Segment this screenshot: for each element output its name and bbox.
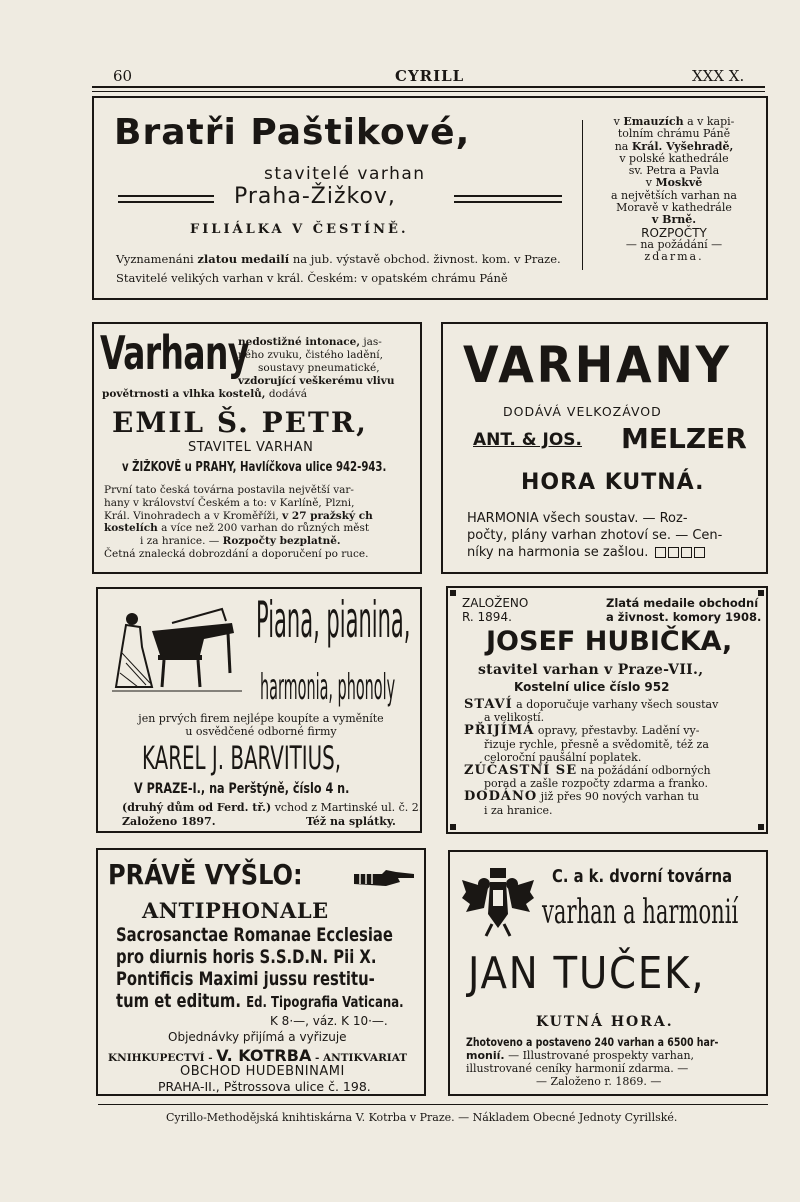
ad5-medal1: Zlatá medaile obchodní — [606, 596, 759, 610]
ad2-t5-bold: Rozpočty bezplatně. — [222, 535, 341, 548]
ad5-addr: Kostelní ulice číslo 952 — [514, 680, 670, 694]
ad7-text — [466, 1036, 774, 1088]
page-number: 60 — [113, 67, 133, 85]
ad1-divider — [582, 120, 583, 270]
ad1-side-15: zdarma. — [644, 250, 704, 264]
ad7-t2b: — Illustrované prospekty varhan, — [508, 1049, 695, 1062]
ad5-s2d: celoroční paušální poplatek. — [484, 750, 642, 764]
ad4-t3 — [122, 801, 422, 814]
ad7-t2: monií. — [466, 1049, 505, 1062]
ad3-t3: níky na harmonia se zašlou. — [467, 545, 649, 560]
ad1-side-5: Král. Vyšehradě, — [631, 139, 734, 153]
ad1-role: stavitelé varhan — [264, 164, 426, 184]
ad1-side-14: na požádání — [640, 237, 708, 251]
ad5-s4a: DODÁNO — [464, 789, 538, 805]
ad6-o1: Objednávky přijímá a vyřizuje — [168, 1030, 347, 1044]
square-ornament-icon — [694, 547, 705, 558]
ad4-t3a: (druhý dům od Ferd. tř.) — [122, 801, 272, 814]
ad1-name: Bratři Paštikové, — [114, 112, 471, 153]
ad2-t5: i za hranice. — — [140, 535, 220, 548]
ad1-rule-right2 — [454, 201, 562, 203]
ad3-firm1: ANT. & JOS. — [473, 430, 582, 450]
ad4-t1: jen prvých firem nejlépe koupíte a vyměníte — [138, 712, 384, 725]
ad4-t4b: Též na splátky. — [306, 815, 396, 828]
ad2-r1-bold: nedostižné intonace, — [238, 336, 360, 348]
ad6-shop: KNIHKUPECTVÍ - V. KOTRBA - ANTIKVARIAT — [108, 1046, 408, 1065]
ad4-addr: V PRAZE-I., na Perštýně, číslo 4 n. — [134, 781, 350, 797]
ad6-l2: pro diurnis horis S.S.D.N. Pii X. — [116, 946, 377, 968]
ad1-side-1: Emauzích — [623, 115, 684, 128]
ad2-r2: ného zvuku, čistého ladění, — [238, 349, 383, 361]
ad5-s2c: řizuje rychle, přesně a svědomitě, též za — [484, 737, 709, 751]
ad3-title: VARHANY — [463, 336, 732, 394]
ad-emil-petr — [92, 322, 422, 574]
ad3-firm2: MELZER — [621, 422, 747, 455]
ad1-line2: Stavitelé velikých varhan v král. Českém: v opatském chrámu Páně — [116, 271, 508, 285]
ad4-t4a: Založeno 1897. — [122, 815, 216, 828]
ad5-est2: R. 1894. — [462, 610, 512, 624]
ad6-shop2: V. KOTRBA — [216, 1046, 312, 1065]
ad6-l4: tum et editum. — [116, 990, 241, 1012]
piano-player-illustration-icon — [112, 603, 242, 695]
ad5-s3a: ZÚČASTNÍ SE — [464, 763, 578, 779]
ad2-r1 — [238, 336, 382, 349]
ad5-s1a: STAVÍ — [464, 697, 513, 712]
ad1-side-8: v — [645, 176, 652, 190]
ad2-title: STAVITEL VARHAN — [188, 440, 314, 455]
ad1-rule-right — [454, 195, 562, 197]
ad2-r1-post: jas- — [363, 336, 382, 348]
ad1-branch: FILIÁLKA V ČESTÍNĚ. — [190, 222, 409, 237]
ad6-shop3: ANTIKVARIAT — [323, 1052, 408, 1064]
ad2-t2: hany v království Českém a to: v Karlíně, Plzni, — [104, 496, 355, 509]
ad4-title1: Piana, pianina, — [256, 591, 411, 649]
volume-number: XXX X. — [692, 67, 745, 85]
ad7-t3: illustrované ceníky harmonií zdarma. — — [466, 1062, 689, 1075]
ad2-text — [104, 484, 414, 561]
ad1-line1-bold: zlatou medailí — [197, 252, 290, 266]
header-rule-thin — [92, 91, 765, 92]
ad1-side: v Emauzích a v kapi- tolním chrámu Páně na Král. Vyšehradě, v polské kathedrále sv. Petra a Pavla v Moskvě a největších varhan na Moravě v kathedrále v Brně. ROZPOČTY — na požádání — zdarma. — [590, 116, 758, 264]
ad2-t6: Četná znalecká dobrozdání a doporučení po ruce. — [104, 547, 369, 560]
ad2-addr: v ŽIŽKOVĚ u PRAHY, Havlíčkova ulice 942-943. — [122, 460, 387, 475]
ad5-est1: ZALOŽENO — [462, 596, 529, 610]
ad3-sub: DODÁVÁ VELKOZÁVOD — [503, 404, 662, 419]
ad7-name: JAN TUČEK, — [468, 948, 706, 999]
ad5-s3b: na požádání odborných — [580, 764, 711, 778]
ad-melzer — [441, 322, 768, 574]
footer-imprint: Cyrillo-Methodějská knihtiskárna V. Kotrba v Praze. — Nákladem Obecné Jednoty Cyrillské. — [166, 1111, 678, 1124]
ad1-line1-pre: Vyznamenáni — [116, 252, 194, 266]
ad-tucek — [448, 850, 768, 1096]
ad7-title: varhan a harmonií — [542, 892, 739, 932]
ad1-line1-post: na jub. výstavě obchod. živnost. kom. v Praze. — [292, 252, 561, 266]
ad1-side-12: v Brně. — [651, 213, 697, 227]
ad2-t4-bold: kostelích — [104, 522, 158, 535]
journal-title: CYRILL — [395, 67, 465, 85]
ad1-side-6: v polské kathedrále — [619, 151, 729, 165]
ad3-t1: HARMONIA všech soustav. — Roz- — [467, 511, 688, 526]
ad-pastikove — [92, 96, 768, 300]
ad4-name: KAREL J. BARVITIUS, — [142, 739, 342, 777]
ad1-side-11: Moravě v kathedrále — [616, 201, 732, 215]
ad2-big: Varhany — [100, 326, 249, 380]
ad5-medal — [606, 596, 761, 624]
ad5-est — [462, 596, 528, 624]
footer-rule — [98, 1104, 768, 1105]
ad2-t4: a více než 200 varhan do různých měst — [161, 522, 370, 535]
ad6-price: K 8·—, váz. K 10·—. — [270, 1014, 388, 1028]
ad6-head: PRÁVĚ VYŠLO: — [108, 858, 303, 891]
ad2-t1: První tato česká továrna postavila největší var- — [104, 484, 354, 496]
ad1-side-3: tolním chrámu Páně — [617, 127, 731, 141]
corner-dot-icon — [758, 824, 764, 830]
ad2-t3: Král. Vinohradech a v Kroměříži, — [104, 509, 279, 522]
ad1-city: Praha-Žižkov, — [234, 184, 396, 209]
ad4-t2: u osvědčené odborné firmy — [185, 724, 337, 738]
ad1-side-4: na — [614, 139, 629, 153]
ad5-name: JOSEF HUBIČKA, — [486, 626, 733, 657]
corner-dot-icon — [450, 824, 456, 830]
ad5-s2a: PŘIJÍMÁ — [464, 723, 535, 739]
ad2-r4: vzdorující veškerému vlivu — [238, 375, 395, 387]
square-ornament-icon — [681, 547, 692, 558]
ad5-s3c: porad a zašle rozpočty zdarma a franko. — [484, 777, 708, 791]
ad6-lines — [116, 924, 404, 1013]
ad-hubicka — [446, 586, 768, 834]
ad7-t4: — Založeno r. 1869. — — [536, 1075, 662, 1088]
ad2-name: EMIL Š. PETR, — [112, 406, 368, 439]
ad5-s2b: opravy, přestavby. Ladění vy- — [537, 724, 700, 738]
pointing-hand-icon — [352, 868, 416, 888]
ad6-o3: PRAHA-II., Pštrossova ulice č. 198. — [158, 1079, 371, 1094]
ad4-title2: harmonia, phonoly — [260, 667, 396, 708]
square-ornament-icon — [668, 547, 679, 558]
corner-dot-icon — [450, 590, 456, 596]
ad1-rule-left — [118, 195, 214, 197]
square-ornament-icon — [655, 547, 666, 558]
double-eagle-crest-icon — [460, 868, 536, 938]
ad2-r3: soustavy pneumatické, — [258, 362, 380, 374]
ad4-t3b: vchod z Martinské ul. č. 2. — [274, 801, 423, 814]
ad5-medal2: a živnost. komory 1908. — [606, 610, 762, 624]
ad1-side-2: a v kapi- — [687, 115, 735, 128]
header-rule — [92, 86, 765, 88]
ad7-head: C. a k. dvorní továrna — [552, 866, 733, 887]
ad5-text — [464, 698, 764, 817]
ad-barvitius — [96, 587, 422, 833]
ad2-r5 — [102, 388, 307, 401]
ad1-rule-left2 — [118, 201, 214, 203]
ad7-t1: Zhotoveno a postaveno 240 varhan a 6500 har- — [466, 1035, 719, 1049]
ad2-t3-bold: v 27 pražský ch — [282, 509, 373, 522]
ad5-s1c: a velikostí. — [484, 711, 545, 725]
ad3-city: HORA KUTNÁ. — [521, 470, 705, 495]
ad3-text — [467, 510, 722, 561]
ad4-text — [102, 713, 420, 738]
ad5-s4b: již přes 90 nových varhan tu — [540, 790, 699, 804]
ad2-r5-post: dodává — [268, 388, 308, 400]
ad5-s4c: i za hranice. — [484, 803, 553, 817]
ad5-role: stavitel varhan v Praze-VII., — [478, 662, 704, 678]
ad3-t2: počty, plány varhan zhotoví se. — Cen- — [467, 528, 723, 543]
ad6-title: ANTIPHONALE — [142, 898, 329, 923]
ad6-shop1: KNIHKUPECTVÍ — [108, 1052, 205, 1064]
ad1-side-0: v — [613, 115, 620, 128]
ad1-side-10: a největších varhan na — [610, 188, 737, 202]
ad1-line1 — [116, 253, 561, 266]
ad1-side-13: ROZPOČTY — [641, 225, 707, 240]
ad6-l1: Sacrosanctae Romanae Ecclesiae — [116, 924, 393, 946]
ad6-o2: OBCHOD HUDEBNINAMI — [180, 1064, 345, 1079]
ad7-city: KUTNÁ HORA. — [536, 1014, 674, 1030]
ad-antiphonale — [96, 848, 426, 1096]
ad5-s1b: a doporučuje varhany všech soustav — [516, 698, 719, 711]
ad6-l4b: Ed. Tipografia Vaticana. — [246, 993, 404, 1011]
ad2-r5-bold: povětrnosti a vlhka kostelů, — [102, 388, 266, 400]
ad1-side-9: Moskvě — [655, 176, 703, 190]
ad6-l3: Pontificis Maximi jussu restitu- — [116, 968, 375, 990]
ad1-side-7: sv. Petra a Pavla — [628, 164, 720, 178]
